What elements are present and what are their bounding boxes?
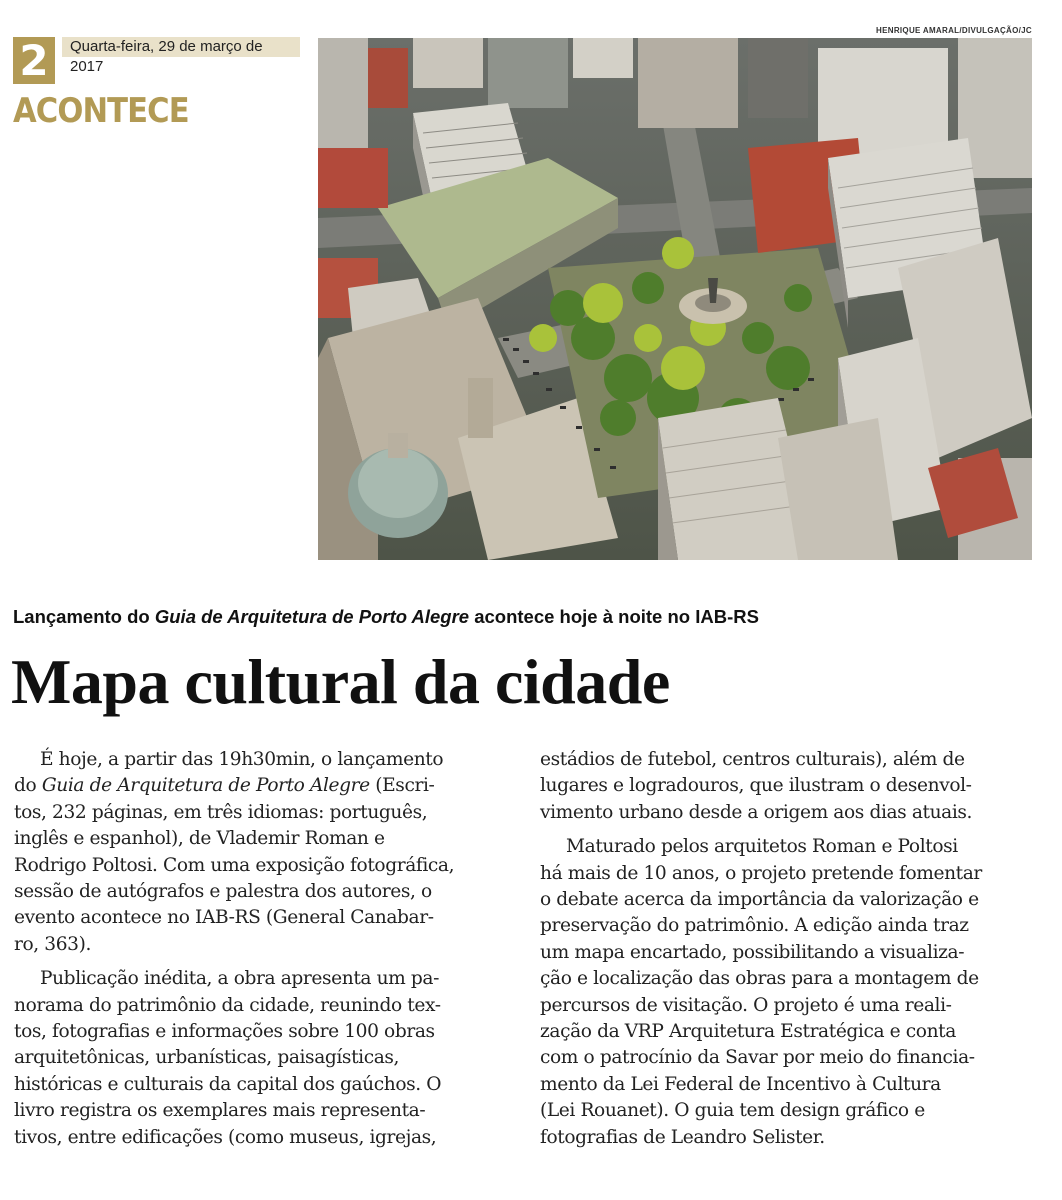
body-line-pre: do <box>14 775 42 797</box>
body-line: um mapa encartado, possibilitando a visualiza- <box>540 941 965 963</box>
body-line: o debate acerca da importância da valorização e <box>540 889 979 911</box>
body-line: É hoje, a partir das 19h30min, o lançamento <box>40 749 444 770</box>
photo-credit: HENRIQUE AMARAL/DIVULGAÇÃO/JC <box>876 26 1032 35</box>
section-title: ACONTECE <box>13 91 189 131</box>
kicker-text-before: Lançamento do <box>13 606 155 627</box>
body-line: inglês e espanhol), de Vlademir Roman e <box>14 828 385 850</box>
body-line: tos, fotografias e informações sobre 100 obras <box>14 1021 435 1043</box>
body-line: livro registra os exemplares mais representa- <box>14 1100 426 1122</box>
article-body-right-column <box>540 747 1044 1151</box>
issue-date: Quarta-feira, 29 de março de 2017 <box>62 37 300 57</box>
body-line: com o patrocínio da Savar por meio do financia- <box>540 1047 975 1069</box>
body-line: norama do patrimônio da cidade, reunindo tex- <box>14 994 441 1016</box>
page-number: 2 <box>13 37 55 84</box>
article-body-left-column <box>14 747 508 1151</box>
book-title-italic: Guia de Arquitetura de Porto Alegre <box>41 775 370 797</box>
body-line: vimento urbano desde a origem aos dias atuais. <box>540 801 973 823</box>
aerial-city-photo <box>318 38 1032 560</box>
body-line: tivos, entre edificações (como museus, igrejas, <box>14 1126 437 1148</box>
body-line: ção e localização das obras para a montagem de <box>540 968 979 990</box>
article-kicker <box>13 606 1043 628</box>
body-line <box>14 773 508 799</box>
body-line-post: (Escri- <box>369 775 435 797</box>
body-paragraph-4 <box>540 834 1044 1151</box>
body-line: sessão de autógrafos e palestra dos autores, o <box>14 881 432 903</box>
body-line: percursos de visitação. O projeto é uma reali- <box>540 994 952 1016</box>
body-line: (Lei Rouanet). O guia tem design gráfico e <box>540 1100 925 1122</box>
kicker-text-after: acontece hoje à noite no IAB-RS <box>469 606 759 627</box>
body-line: zação da VRP Arquitetura Estratégica e conta <box>540 1021 956 1043</box>
body-paragraph-3 <box>540 747 1044 826</box>
body-paragraph-1-cont <box>14 773 508 958</box>
body-line: Publicação inédita, a obra apresenta um pa- <box>40 968 439 990</box>
body-line: Rodrigo Poltosi. Com uma exposição fotográfica, <box>14 854 455 876</box>
body-line: mento da Lei Federal de Incentivo à Cultura <box>540 1073 941 1095</box>
body-line: estádios de futebol, centros culturais), além de <box>540 749 965 770</box>
body-line: históricas e culturais da capital dos gaúchos. O <box>14 1073 442 1095</box>
article-headline: Mapa cultural da cidade <box>11 646 670 717</box>
body-line: lugares e logradouros, que ilustram o desenvol- <box>540 775 972 797</box>
body-line: Maturado pelos arquitetos Roman e Poltosi <box>566 836 958 858</box>
body-line: tos, 232 páginas, em três idiomas: português, <box>14 801 428 823</box>
body-paragraph-1 <box>14 747 508 773</box>
body-line: arquitetônicas, urbanísticas, paisagísticas, <box>14 1047 400 1069</box>
body-line: evento acontece no IAB-RS (General Canabar- <box>14 907 434 929</box>
body-paragraph-2 <box>14 966 508 1151</box>
body-line: ro, 363). <box>14 933 91 955</box>
kicker-book-title: Guia de Arquitetura de Porto Alegre <box>154 606 470 627</box>
body-line: há mais de 10 anos, o projeto pretende fomentar <box>540 862 982 884</box>
body-line: preservação do patrimônio. A edição ainda traz <box>540 915 969 937</box>
body-line: fotografias de Leandro Selister. <box>540 1126 825 1148</box>
